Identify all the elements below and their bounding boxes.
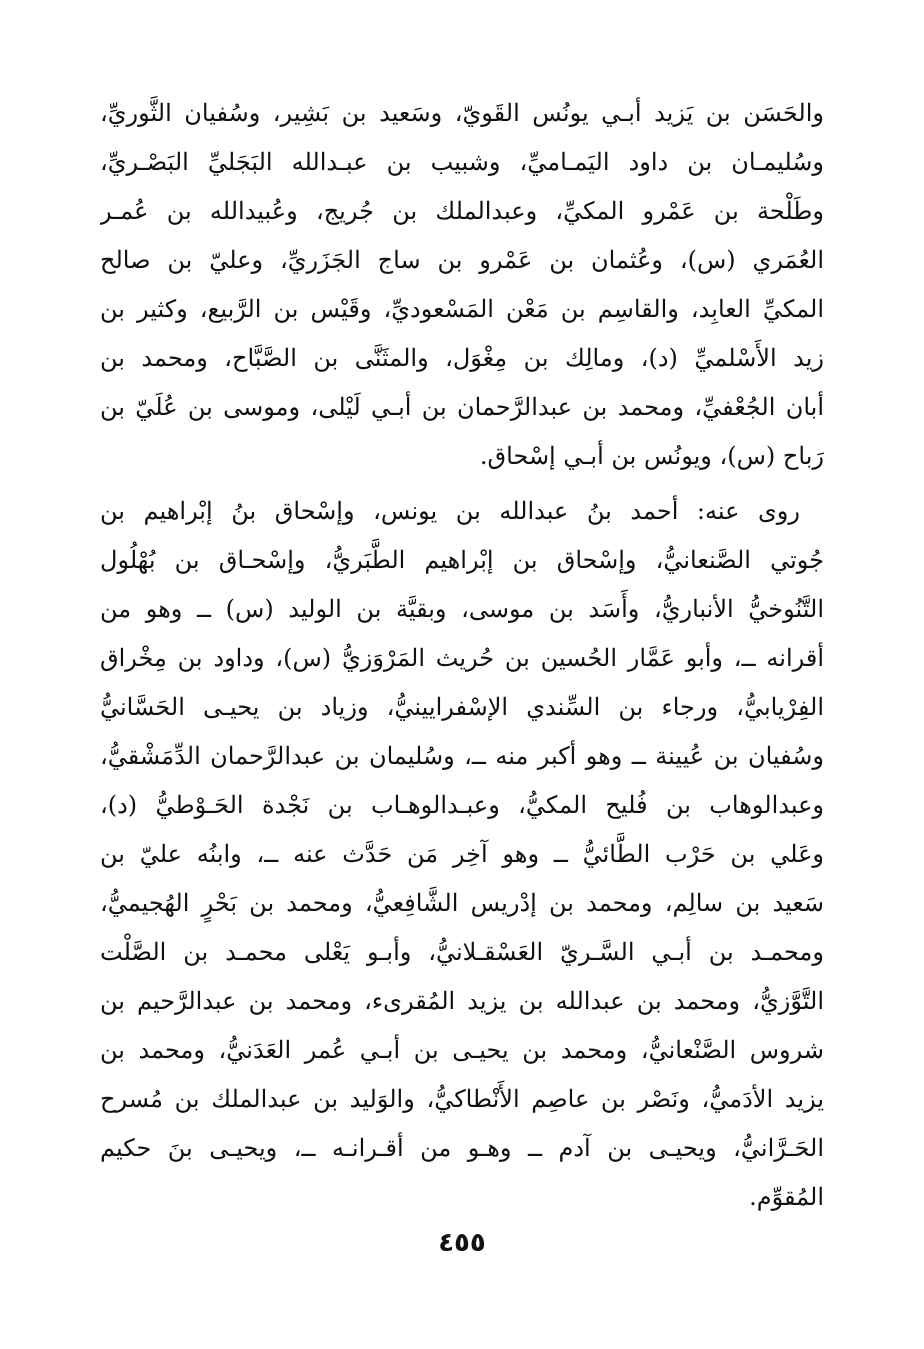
- text-line: رَباح (س)، ويونُس بن أبـي إسْحاق.: [479, 442, 824, 470]
- text-line: وطَلْحة بن عَمْرو المكيِّ، وعبدالملك بن جُريج، وعُبيدالله بن عُمـر: [100, 197, 824, 225]
- text-line: التَّنُوخيُّ الأنباريُّ، وأَسَد بن موسى، وبقيَّة بن الوليد (س) ــ وهو من: [100, 595, 824, 623]
- text-line: جُوتي الصَّنعانيُّ، وإسْحاق بن إبْراهيم الطَّبَريُّ، وإسْحـاق بن بُهْلُول: [100, 546, 824, 574]
- text-line: العُمَري (س)، وعُثمان بن عَمْرو بن ساج الجَزَريِّ، وعليّ بن صالح: [100, 246, 824, 274]
- paragraph-narrated-by: [100, 487, 824, 1222]
- text-line: روى عنه: أحمد بنُ عبدالله بن يونس، وإسْحاق بنُ إبْراهيم بن: [100, 497, 800, 525]
- text-line: وعَلي بن حَرْب الطَّائيُّ ــ وهو آخِر مَن حَدَّث عنه ــ، وابنُه عليّ بن: [100, 840, 824, 868]
- text-line: وسُفيان بن عُيينة ــ وهو أكبر منه ــ، وسُليمان بن عبدالرَّحمان الدِّمَشْقيُّ،: [100, 742, 824, 770]
- text-line: شروس الصَّنْعانيُّ، ومحمد بن يحيـى بن أبـي عُمر العَدَنيُّ، ومحمد بن: [100, 1036, 824, 1064]
- text-line: المُقوِّم.: [749, 1183, 824, 1211]
- text-line: أقرانه ــ، وأبو عَمَّار الحُسين بن حُريث المَرْوَزيُّ (س)، وداود بن مِخْراق: [100, 644, 824, 672]
- text-line: المكيِّ العابِد، والقاسِم بن مَعْن المَسْعوديِّ، وقَيْس بن الرَّبيع، وكثير بن: [100, 295, 824, 323]
- text-line: وعبدالوهاب بن فُليح المكيُّ، وعبـدالوهـاب بن نَجْدة الحَـوْطيُّ (د)،: [100, 791, 824, 819]
- text-line: الفِرْيابيُّ، ورجاء بن السِّندي الإسْفرايينيُّ، وزياد بن يحيـى الحَسَّانيُّ: [100, 693, 824, 721]
- text-line: سَعيد بن سالِم، ومحمد بن إدْريس الشَّافِعيُّ، ومحمد بن بَحْرٍ الهُجيميُّ،: [100, 889, 824, 917]
- text-line: أبان الجُعْفيِّ، ومحمد بن عبدالرَّحمان بن أبـي لَيْلى، وموسى بن عُلَيّ بن: [100, 393, 824, 421]
- text-line: يزيد الأدَميُّ، ونَصْر بن عاصِم الأَنْطاكيُّ، والوَليد بن عبدالملك بن مُسرح: [100, 1085, 824, 1113]
- page-number: ٤٥٥: [438, 1228, 486, 1258]
- text-line: زيد الأَسْلميِّ (د)، ومالِك بن مِغْوَل، والمثَنَّى بن الصَّبَّاح، ومحمد بن: [100, 344, 824, 372]
- text-line: وسُليمـان بن داود اليَمـاميِّ، وشبيب بن عبـدالله البَجَليِّ البَصْـريِّ،: [100, 148, 824, 176]
- text-line: والحَسَن بن يَزيد أبـي يونُس القَويّ، وسَعيد بن بَشِير، وسُفيان الثَّوريِّ،: [100, 99, 824, 127]
- text-line: ومحمـد بن أبـي السَّـريّ العَسْقـلانيُّ، وأبـو يَعْلى محمـد بن الصَّلْت: [100, 938, 824, 966]
- paragraph-narrators-from: [100, 89, 824, 481]
- text-line: التَّوَّزيُّ، ومحمد بن عبدالله بن يزيد المُقرىء، ومحمد بن عبدالرَّحيم بن: [100, 987, 824, 1015]
- text-line: الحَـرَّانيُّ، ويحيـى بن آدم ــ وهـو من أقـرانـه ــ، ويحيـى بنَ حكيم: [100, 1134, 824, 1162]
